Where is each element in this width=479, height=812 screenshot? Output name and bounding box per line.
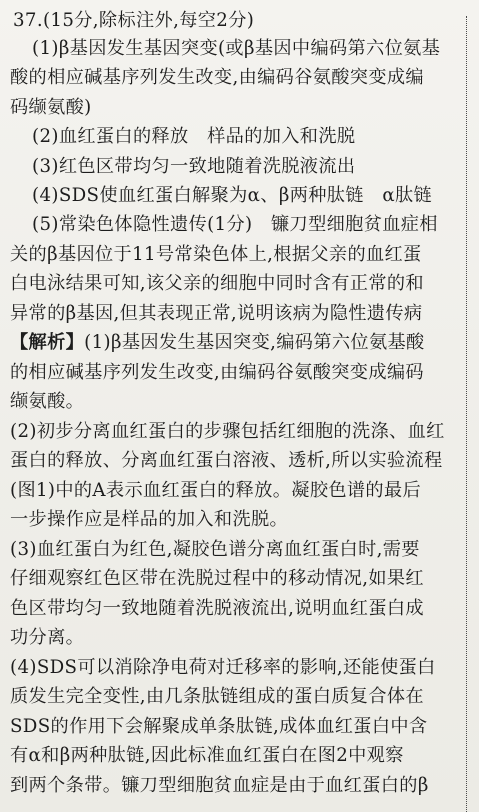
analysis-2-line-2: 蛋白的释放、分离血红蛋白溶液、透析,所以实验流程 bbox=[10, 450, 443, 471]
answer-3-line-1: (3)红色区带均匀一致地随着洗脱液流出 bbox=[32, 156, 356, 177]
answer-2-line-1: (2)血红蛋白的释放 样品的加入和洗脱 bbox=[32, 126, 356, 147]
analysis-4-line-3: SDS的作用下会解聚成单条肽链,成体血红蛋白中含 bbox=[10, 716, 428, 737]
analysis-1-line-2: 的相应碱基序列发生改变,由编码谷氨酸突变成编码 bbox=[10, 362, 424, 383]
analysis-3-line-1: (3)血红蛋白为红色,凝胶色谱分离血红蛋白时,需要 bbox=[10, 539, 420, 560]
analysis-4-line-5: 到两个条带。镰刀型细胞贫血症是由于血红蛋白的β bbox=[10, 775, 429, 796]
question-header: 37.(15分,除标注外,每空2分) bbox=[13, 10, 255, 31]
analysis-3-line-4: 功分离。 bbox=[10, 627, 85, 648]
analysis-label: 【解析】 bbox=[10, 332, 85, 353]
dotted-margin-rule bbox=[466, 16, 467, 812]
analysis-1-line-1: (1)β基因发生基因突变,编码第六位氨基酸 bbox=[84, 332, 425, 353]
answer-5-line-2: 关的β基因位于11号常染色体上,根据父亲的血红蛋 bbox=[10, 244, 422, 265]
analysis-2-line-1: (2)初步分离血红蛋白的步骤包括红细胞的洗涤、血红 bbox=[10, 421, 445, 442]
answer-1-line-1: (1)β基因发生基因突变(或β基因中编码第六位氨基 bbox=[32, 38, 441, 59]
answer-4-line-1: (4)SDS使血红蛋白解聚为α、β两种肽链 α肽链 bbox=[32, 185, 433, 206]
analysis-3-line-3: 色区带均匀一致地随着洗脱液流出,说明血红蛋白成 bbox=[10, 598, 424, 619]
analysis-3-line-2: 仔细观察红色区带在洗脱过程中的移动情况,如果红 bbox=[10, 568, 424, 589]
analysis-4-line-1: (4)SDS可以消除净电荷对迁移率的影响,还能使蛋白 bbox=[10, 657, 436, 678]
answer-5-line-1: (5)常染色体隐性遗传(1分) 镰刀型细胞贫血症相 bbox=[32, 214, 438, 235]
analysis-4-line-2: 质发生完全变性,由几条肽链组成的蛋白质复合体在 bbox=[10, 686, 424, 707]
analysis-line-1 bbox=[10, 331, 425, 355]
answer-5-line-4: 异常的β基因,但其表现正常,说明该病为隐性遗传病 bbox=[10, 303, 423, 324]
analysis-2-line-4: 一步操作应是样品的加入和洗脱。 bbox=[10, 509, 289, 530]
answer-5-line-3: 白电泳结果可知,该父亲的细胞中同时含有正常的和 bbox=[10, 273, 424, 294]
analysis-4-line-4: 有α和β两种肽链,因此标准血红蛋白在图2中观察 bbox=[10, 745, 404, 766]
analysis-1-line-3: 缬氨酸。 bbox=[10, 391, 85, 412]
analysis-2-line-3: (图1)中的A表示血红蛋白的释放。凝胶色谱的最后 bbox=[10, 480, 422, 501]
answer-1-line-3: 码缬氨酸) bbox=[10, 97, 92, 118]
answer-1-line-2: 酸的相应碱基序列发生改变,由编码谷氨酸突变成编 bbox=[10, 67, 424, 88]
